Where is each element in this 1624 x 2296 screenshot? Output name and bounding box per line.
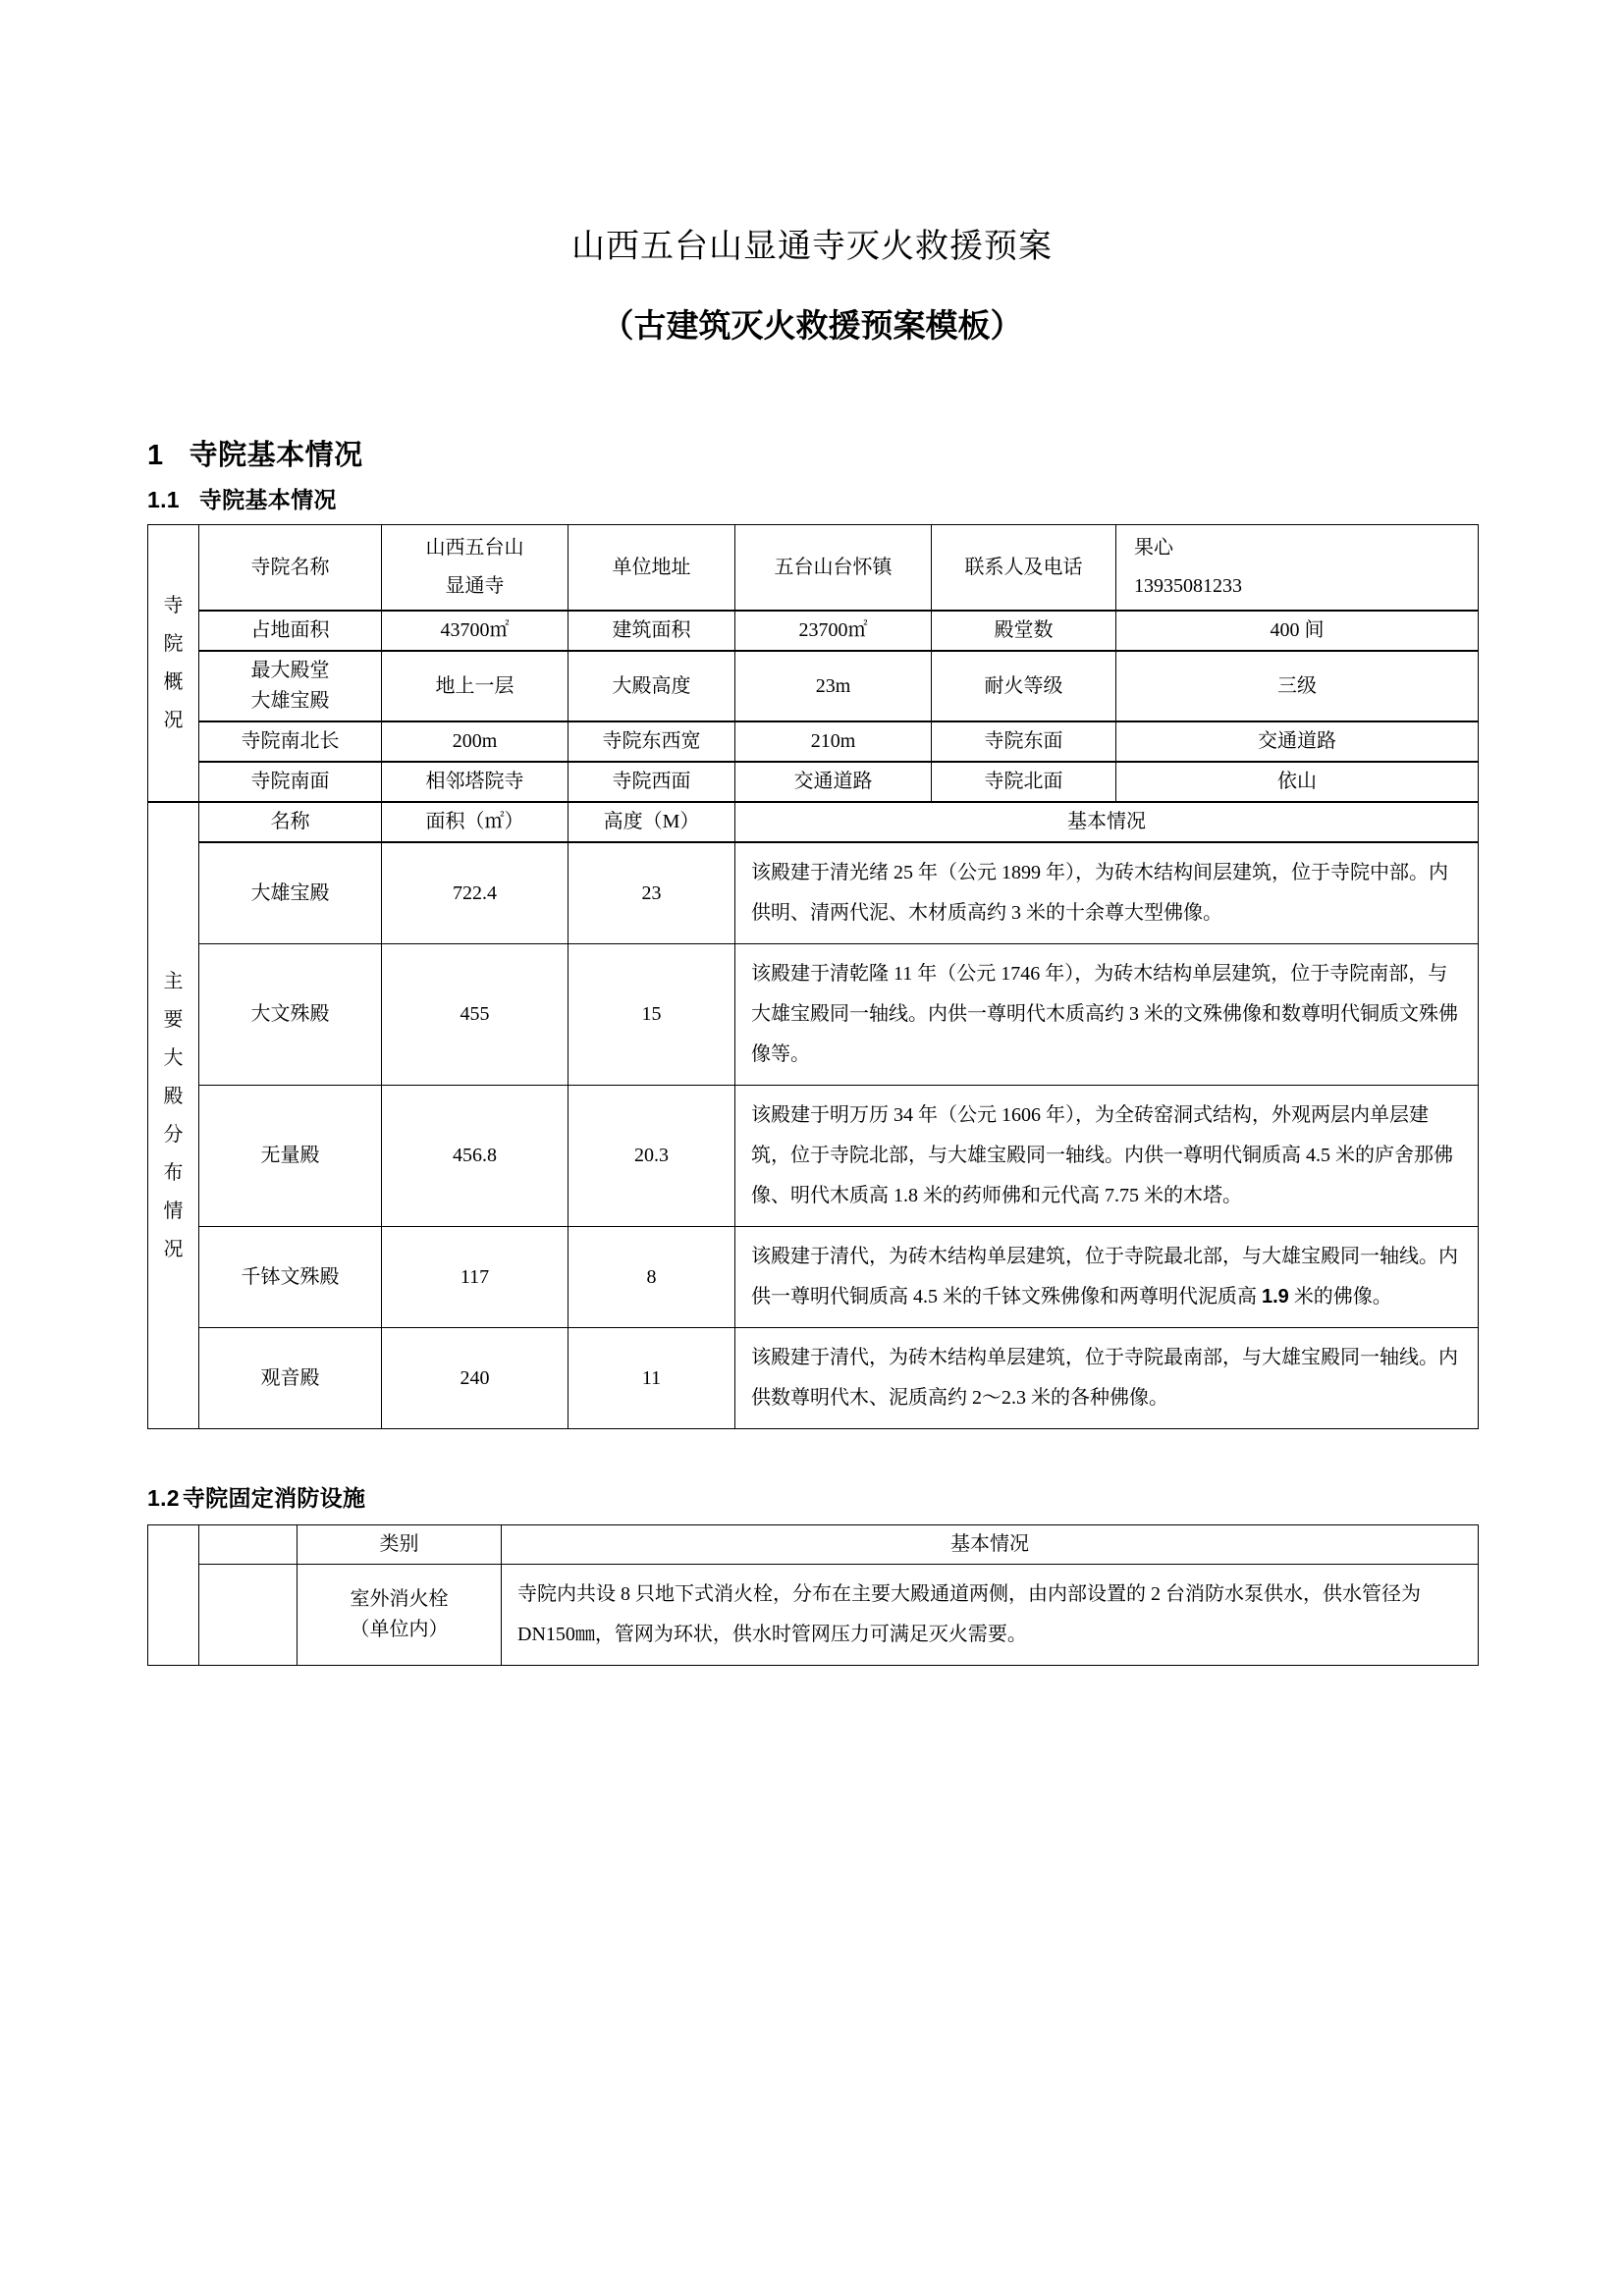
temple-name-line1: 山西五台山 bbox=[425, 537, 524, 560]
cell-building-area-label: 建筑面积 bbox=[568, 611, 735, 651]
cell-fire-rating-value: 三级 bbox=[1116, 651, 1479, 721]
table-row bbox=[148, 1328, 1479, 1429]
hall-area: 240 bbox=[382, 1328, 568, 1429]
cell-fire-rating-label: 耐火等级 bbox=[932, 651, 1116, 721]
hall-height: 15 bbox=[568, 944, 735, 1086]
label-char: 情 bbox=[163, 1200, 184, 1222]
table-row bbox=[148, 762, 1479, 802]
temple-basic-info-table bbox=[147, 524, 1479, 1429]
section-heading-1 bbox=[147, 345, 1477, 473]
label-char: 主 bbox=[163, 970, 184, 992]
cell-largest-hall-value: 地上一层 bbox=[382, 651, 568, 721]
subsection-heading-1-2 bbox=[147, 1429, 1477, 1513]
fire-group-cell bbox=[199, 1565, 298, 1666]
table-row bbox=[148, 1565, 1479, 1666]
label-char: 况 bbox=[163, 709, 184, 731]
hall-description: 该殿建于清乾隆 11 年（公元 1746 年），为砖木结构单层建筑，位于寺院南部，与大雄宝殿同一轴线。内供一尊明代木质高约 3 米的文殊佛像和数尊明代铜质文殊佛像等。 bbox=[735, 944, 1479, 1086]
halls-header-name: 名称 bbox=[199, 802, 382, 842]
fire-category-cell bbox=[298, 1565, 502, 1666]
table-row bbox=[148, 1227, 1479, 1328]
hall-height: 11 bbox=[568, 1328, 735, 1429]
hall-name: 无量殿 bbox=[199, 1086, 382, 1227]
cell-east-side-label: 寺院东面 bbox=[932, 721, 1116, 762]
hall-area: 455 bbox=[382, 944, 568, 1086]
label-char: 寺 bbox=[163, 594, 184, 616]
hall-area: 456.8 bbox=[382, 1086, 568, 1227]
halls-header-description: 基本情况 bbox=[735, 802, 1479, 842]
subsection-title-1-1: 寺院基本情况 bbox=[198, 487, 337, 513]
table-row bbox=[148, 802, 1479, 842]
label-char: 殿 bbox=[163, 1085, 184, 1107]
subsection-title-1-2: 寺院固定消防设施 bbox=[182, 1485, 366, 1512]
fire-description-cell: 寺院内共设 8 只地下式消火栓，分布在主要大殿通道两侧，由内部设置的 2 台消防水泵供水，供水管径为 DN150㎜，管网为环状，供水时管网压力可满足灭火需要。 bbox=[502, 1565, 1479, 1666]
hall-height: 8 bbox=[568, 1227, 735, 1328]
fire-blank-cell bbox=[199, 1525, 298, 1565]
label-char: 院 bbox=[163, 632, 184, 655]
label-char: 布 bbox=[163, 1161, 184, 1184]
section-number-1: 1 bbox=[147, 440, 164, 472]
cell-west-side-label: 寺院西面 bbox=[568, 762, 735, 802]
section-title-1: 寺院基本情况 bbox=[189, 440, 363, 472]
cell-west-side-value: 交通道路 bbox=[735, 762, 932, 802]
hall-description: 该殿建于明万历 34 年（公元 1606 年），为全砖窑洞式结构，外观两层内单层建筑，位于寺院北部，与大雄宝殿同一轴线。内供一尊明代铜质高 4.5 米的庐舍那佛像、明代木质高 1.8 米的药师佛和元代高 7.75 米的木塔。 bbox=[735, 1086, 1479, 1227]
cell-ns-length-value: 200m bbox=[382, 721, 568, 762]
halls-vertical-label bbox=[148, 802, 199, 1429]
hall-name: 大雄宝殿 bbox=[199, 842, 382, 944]
hall-description: 该殿建于清光绪 25 年（公元 1899 年），为砖木结构间层建筑，位于寺院中部。内供明、清两代泥、木材质高约 3 米的十余尊大型佛像。 bbox=[735, 842, 1479, 944]
label-char: 分 bbox=[163, 1123, 184, 1146]
cell-building-area-value: 23700㎡ bbox=[735, 611, 932, 651]
document-title: 山西五台山显通寺灭火救援预案 bbox=[571, 229, 1053, 265]
cell-south-side-value: 相邻塔院寺 bbox=[382, 762, 568, 802]
fire-facilities-table bbox=[147, 1524, 1479, 1666]
cell-temple-name-value bbox=[382, 525, 568, 612]
cell-ns-length-label: 寺院南北长 bbox=[199, 721, 382, 762]
table-row bbox=[148, 525, 1479, 612]
table-row bbox=[148, 842, 1479, 944]
hall-name: 观音殿 bbox=[199, 1328, 382, 1429]
cell-contact-label: 联系人及电话 bbox=[932, 525, 1116, 612]
largest-hall-line1: 最大殿堂 bbox=[250, 660, 330, 682]
fire-vertical-label bbox=[148, 1525, 199, 1666]
unit-sqm: ㎡ bbox=[847, 619, 868, 642]
cell-hall-height-label: 大殿高度 bbox=[568, 651, 735, 721]
cell-hall-height-value: 23m bbox=[735, 651, 932, 721]
subsection-number-1-2: 1.2 bbox=[147, 1485, 180, 1512]
highlighted-value: 1.9 bbox=[1262, 1286, 1289, 1308]
table-row bbox=[148, 721, 1479, 762]
contact-name: 果心 bbox=[1134, 537, 1173, 560]
halls-header-area: 面积（㎡） bbox=[382, 802, 568, 842]
table-row bbox=[148, 611, 1479, 651]
fire-header-category: 类别 bbox=[298, 1525, 502, 1565]
hall-height: 20.3 bbox=[568, 1086, 735, 1227]
fire-category-line2: （单位内） bbox=[350, 1619, 449, 1641]
subsection-number-1-1: 1.1 bbox=[147, 487, 180, 513]
cell-hall-count-value: 400 间 bbox=[1116, 611, 1479, 651]
subsection-heading-1-1 bbox=[147, 473, 1477, 514]
label-char: 况 bbox=[163, 1238, 184, 1260]
table-row bbox=[148, 1525, 1479, 1565]
hall-description: 该殿建于清代，为砖木结构单层建筑，位于寺院最北部，与大雄宝殿同一轴线。内供一尊明代铜质高 4.5 米的千钵文殊佛像和两尊明代泥质高 1.9 米的佛像。 bbox=[735, 1227, 1479, 1328]
cell-south-side-label: 寺院南面 bbox=[199, 762, 382, 802]
largest-hall-line2: 大雄宝殿 bbox=[250, 690, 330, 713]
cell-land-area-label: 占地面积 bbox=[199, 611, 382, 651]
cell-largest-hall-label bbox=[199, 651, 382, 721]
cell-land-area-value: 43700㎡ bbox=[382, 611, 568, 651]
cell-temple-name-label: 寺院名称 bbox=[199, 525, 382, 612]
cell-north-side-value: 依山 bbox=[1116, 762, 1479, 802]
hall-description: 该殿建于清代，为砖木结构单层建筑，位于寺院最南部，与大雄宝殿同一轴线。内供数尊明代木、泥质高约 2～2.3 米的各种佛像。 bbox=[735, 1328, 1479, 1429]
temple-name-line2: 显通寺 bbox=[445, 575, 505, 598]
hall-area: 722.4 bbox=[382, 842, 568, 944]
cell-address-value: 五台山台怀镇 bbox=[735, 525, 932, 612]
table-row bbox=[148, 944, 1479, 1086]
halls-header-height: 高度（M） bbox=[568, 802, 735, 842]
cell-ew-width-label: 寺院东西宽 bbox=[568, 721, 735, 762]
hall-name: 大文殊殿 bbox=[199, 944, 382, 1086]
label-char: 概 bbox=[163, 670, 184, 693]
hall-name: 千钵文殊殿 bbox=[199, 1227, 382, 1328]
cell-address-label: 单位地址 bbox=[568, 525, 735, 612]
fire-category-line1: 室外消火栓 bbox=[350, 1588, 449, 1611]
unit-sqm: ㎡ bbox=[489, 619, 510, 642]
contact-phone: 13935081233 bbox=[1134, 575, 1242, 598]
cell-hall-count-label: 殿堂数 bbox=[932, 611, 1116, 651]
hall-area: 117 bbox=[382, 1227, 568, 1328]
cell-ew-width-value: 210m bbox=[735, 721, 932, 762]
table-row bbox=[148, 1086, 1479, 1227]
overview-vertical-label bbox=[148, 525, 199, 803]
label-char: 要 bbox=[163, 1008, 184, 1031]
cell-east-side-value: 交通道路 bbox=[1116, 721, 1479, 762]
label-char: 大 bbox=[163, 1046, 184, 1069]
cell-contact-value bbox=[1116, 525, 1479, 612]
hall-height: 23 bbox=[568, 842, 735, 944]
document-subtitle: （古建筑灭火救援预案模板） bbox=[601, 307, 1023, 345]
cell-north-side-label: 寺院北面 bbox=[932, 762, 1116, 802]
fire-header-description: 基本情况 bbox=[502, 1525, 1479, 1565]
table-row bbox=[148, 651, 1479, 721]
